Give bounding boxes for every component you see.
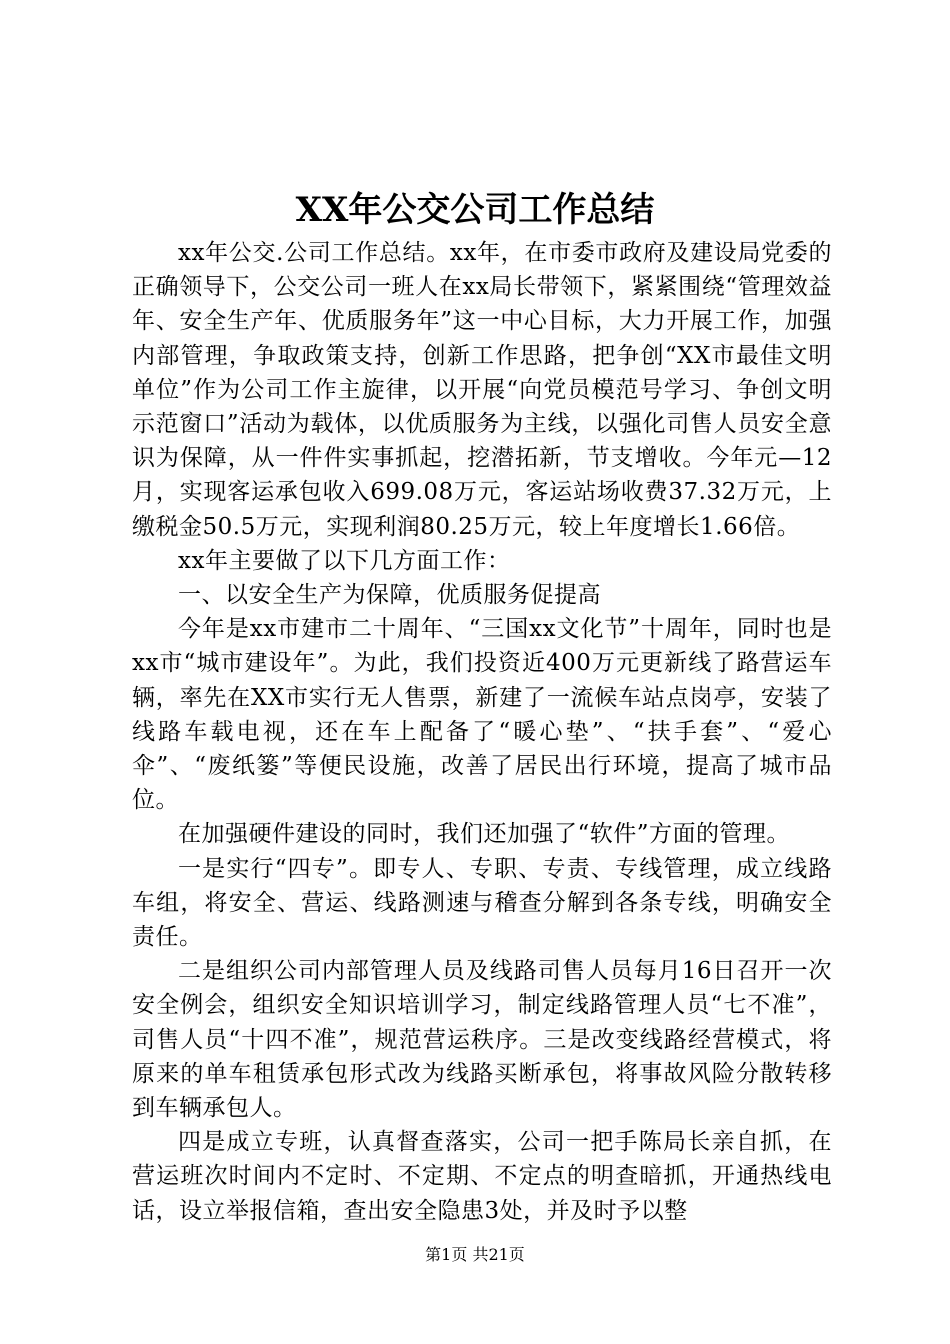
paragraph: 一是实行“四专”。即专人、专职、专责、专线管理，成立线路车组，将安全、营运、线路测速与稽查分解到各条专线，明确安全责任。 [132,855,832,951]
paragraph: 二是组织公司内部管理人员及线路司售人员每月16日召开一次安全例会，组织安全知识培训学习，制定线路管理人员“七不准”，司售人员“十四不准”，规范营运秩序。三是改变线路经营模式，将原来的单车租赁承包形式改为线路买断承包，将事故风险分散转移到车辆承包人。 [132,958,832,1122]
paragraph: 四是成立专班，认真督查落实，公司一把手陈局长亲自抓，在营运班次时间内不定时、不定期、不定点的明查暗抓，开通热线电话，设立举报信箱，查出安全隐患3处，并及时予以整 [132,1129,832,1224]
paragraph: xx年公交.公司工作总结。xx年，在市委市政府及建设局党委的正确领导下，公交公司一班人在xx局长带领下，紧紧围绕“管理效益年、安全生产年、优质服务年”这一中心目标，大力开展工作，加强内部管理，争取政策支持，创新工作思路，把争创“XX市最佳文明单位”作为公司工作主旋律，以开展“向党员模范号学习、争创文明示范窗口”活动为载体，以优质服务为主线，以强化司售人员安全意识为保障，从一件件实事抓起，挖潜拓新，节支增收。今年元—12月，实现客运承包收入699.08万元，客运站场收费37.32万元，上缴税金50.5万元，实现利润80.25万元，较上年度增长1.66倍。 [132,240,832,540]
section-heading: 一、以安全生产为保障，优质服务促提高 [178,582,601,609]
document-title: XX年公交公司工作总结 [295,190,655,230]
paragraph: 今年是xx市建市二十周年、“三国xx文化节”十周年，同时也是xx市“城市建设年”。为此，我们投资近400万元更新线了路营运车辆，率先在XX市实行无人售票，新建了一流候车站点岗亭，安装了线路车载电视，还在车上配备了“暖心垫”、“扶手套”、“爱心伞”、“废纸篓”等便民设施，改善了居民出行环境，提高了城市品位。 [132,616,832,814]
paragraph: xx年主要做了以下几方面工作： [178,547,511,574]
document-body [132,236,832,1228]
page-number-footer: 第1页 共21页 [425,1245,525,1264]
paragraph: 在加强硬件建设的同时，我们还加强了“软件”方面的管理。 [178,821,791,848]
